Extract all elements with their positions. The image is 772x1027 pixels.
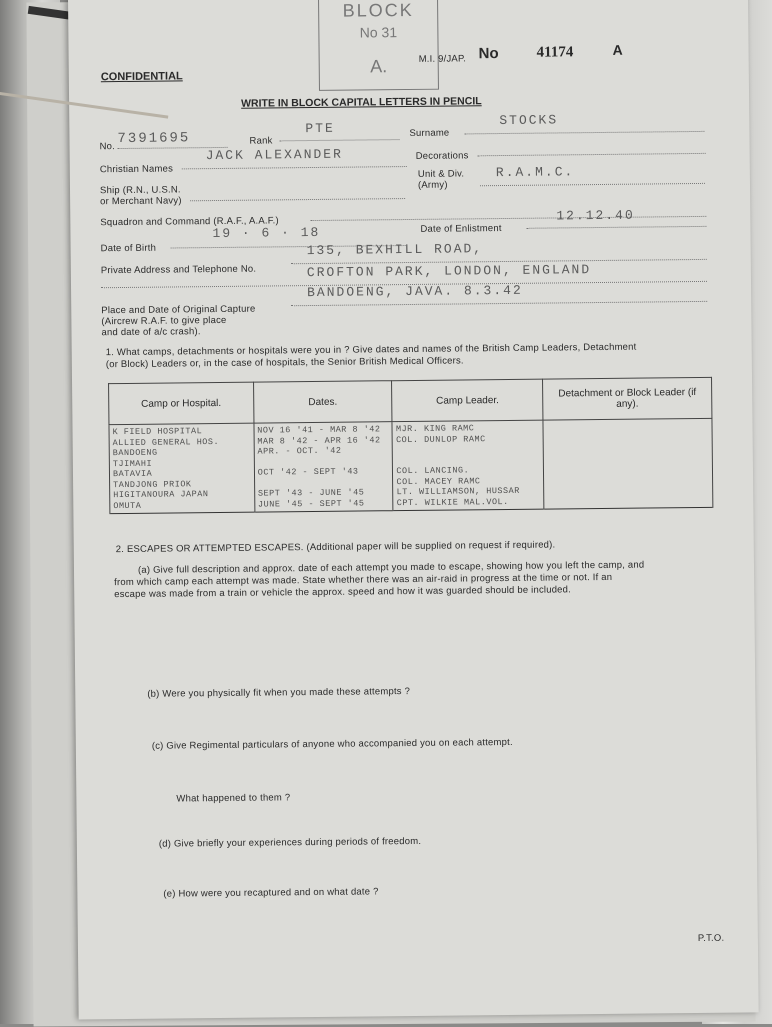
q1-text-1: 1. What camps, detachments or hospitals were you in ? Give dates and names of the British Camp Leaders, Detachment xyxy=(105,341,637,359)
rank-value: PTE xyxy=(305,120,335,137)
dates-column xyxy=(254,422,394,512)
form-number: 41174 xyxy=(536,44,574,61)
header-dates: Dates. xyxy=(253,381,392,423)
list-item: CPT. WILKIE MAL.VOL. xyxy=(396,496,509,508)
q1-text-2: (or Block) Leaders or, in the case of hospitals, the Senior British Medical Officers. xyxy=(105,355,464,371)
block-stamp xyxy=(318,0,439,91)
list-item: SEPT '43 - JUNE '45 xyxy=(257,487,365,499)
camps-column xyxy=(109,423,255,514)
birth-value: 19 · 6 · 18 xyxy=(212,224,321,242)
header-camp: Camp or Hospital. xyxy=(109,382,254,425)
enlistment-label: Date of Enlistment xyxy=(420,223,502,235)
decorations-label: Decorations xyxy=(415,150,469,162)
address-label: Private Address and Telephone No. xyxy=(100,263,257,277)
stamp-line-3: A. xyxy=(370,56,388,77)
header-detachment-leader: Detachment or Block Leader (if any). xyxy=(543,377,712,420)
pto-label: P.T.O. xyxy=(697,932,725,945)
list-item: K FIELD HOSPITAL xyxy=(112,426,203,438)
q2-e: (e) How were you recaptured and on what date ? xyxy=(163,886,379,900)
list-item: TANDJONG PRIOK xyxy=(113,478,192,490)
form-reference: M.I. 9/JAP. xyxy=(418,53,467,65)
squadron-label: Squadron and Command (R.A.F., A.A.F.) xyxy=(100,215,279,229)
list-item: TJIMAHI xyxy=(112,458,153,469)
list-item: LT. WILLIAMSON, HUSSAR xyxy=(396,485,520,498)
stamp-line-2: No 31 xyxy=(359,24,398,41)
stamp-line-1: BLOCK xyxy=(342,0,414,21)
no-label: No. xyxy=(99,141,116,153)
address-line-1: 135, BEXHILL ROAD, xyxy=(306,241,484,259)
list-item: ALLIED GENERAL HOS. xyxy=(112,436,220,448)
birth-label: Date of Birth xyxy=(100,242,157,255)
q2-b: (b) Were you physically fit when you made these attempts ? xyxy=(147,686,411,700)
header-camp-leader: Camp Leader. xyxy=(392,379,543,422)
christian-names-label: Christian Names xyxy=(99,163,174,176)
rank-label: Rank xyxy=(249,135,273,147)
list-item: COL. MACEY RAMC xyxy=(396,475,481,487)
camps-table xyxy=(108,377,713,514)
list-item: BATAVIA xyxy=(112,468,153,480)
unit-label-1: Unit & Div. xyxy=(417,168,465,180)
list-item: JUNE '45 - SEPT '45 xyxy=(257,497,365,510)
q2-d: (d) Give briefly your experiences during periods of freedom. xyxy=(158,835,422,850)
christian-names-value: JACK ALEXANDER xyxy=(205,146,343,164)
list-item: APR. - OCT. '42 xyxy=(257,445,342,457)
q2-a-line-3: escape was made from a train or vehicle the approx. speed and how it was guarded should be included. xyxy=(114,584,572,601)
unit-value: R.A.M.C. xyxy=(495,164,575,181)
q2-c: (c) Give Regimental particulars of anyone who accompanied you on each attempt. xyxy=(151,736,513,752)
capture-label-2: (Aircrew R.A.F. to give place xyxy=(101,314,227,328)
list-item: HIGITANOURA JAPAN xyxy=(113,489,209,501)
list-item: MJR. KING RAMC xyxy=(395,423,475,435)
capture-label-1: Place and Date of Original Capture xyxy=(101,303,256,317)
q2-a-line-1: (a) Give full description and approx. date of each attempt you made to escape, showing how you left the camp, and xyxy=(137,559,645,576)
leaders-column xyxy=(392,420,544,511)
list-item: OMUTA xyxy=(113,500,142,511)
unit-label-2: (Army) xyxy=(417,179,448,191)
q2-a-line-2: from which camp each attempt was made. State whether there was an air-raid in progress at the time or not. If an xyxy=(114,571,613,589)
list-item: OCT '42 - SEPT '43 xyxy=(257,466,359,478)
list-item: NOV 16 '41 - MAR 8 '42 xyxy=(257,424,381,436)
q2-c-followup: What happened to them ? xyxy=(176,792,291,805)
detachment-column xyxy=(543,418,713,509)
ship-label-2: or Merchant Navy) xyxy=(100,195,182,208)
camps-table-header xyxy=(109,377,712,424)
capture-value: BANDOENG, JAVA. 8.3.42 xyxy=(307,282,523,301)
table-row xyxy=(109,418,713,513)
capture-label-3: and date of a/c crash). xyxy=(101,326,201,339)
address-line-2: CROFTON PARK, LONDON, ENGLAND xyxy=(306,262,592,281)
form-number-label: No xyxy=(478,45,499,63)
q2-title: 2. ESCAPES OR ATTEMPTED ESCAPES. (Additional paper will be supplied on request if required). xyxy=(115,539,556,556)
form-sheet xyxy=(68,0,759,1020)
list-item: COL. LANCING. xyxy=(396,465,470,477)
instruction-heading: WRITE IN BLOCK CAPITAL LETTERS IN PENCIL xyxy=(241,95,482,110)
ship-label-1: Ship (R.N., U.S.N. xyxy=(99,184,181,197)
enlistment-value: 12.12.40 xyxy=(556,207,635,224)
surname-label: Surname xyxy=(409,127,450,139)
list-item: MAR 8 '42 - APR 16 '42 xyxy=(257,434,381,447)
surname-value: STOCKS xyxy=(499,112,559,129)
no-value: 7391695 xyxy=(117,130,191,148)
list-item: COL. DUNLOP RAMC xyxy=(395,433,486,445)
form-suffix: A xyxy=(612,41,623,58)
confidential-label: CONFIDENTIAL xyxy=(100,70,183,84)
list-item: BANDOENG xyxy=(112,447,158,459)
